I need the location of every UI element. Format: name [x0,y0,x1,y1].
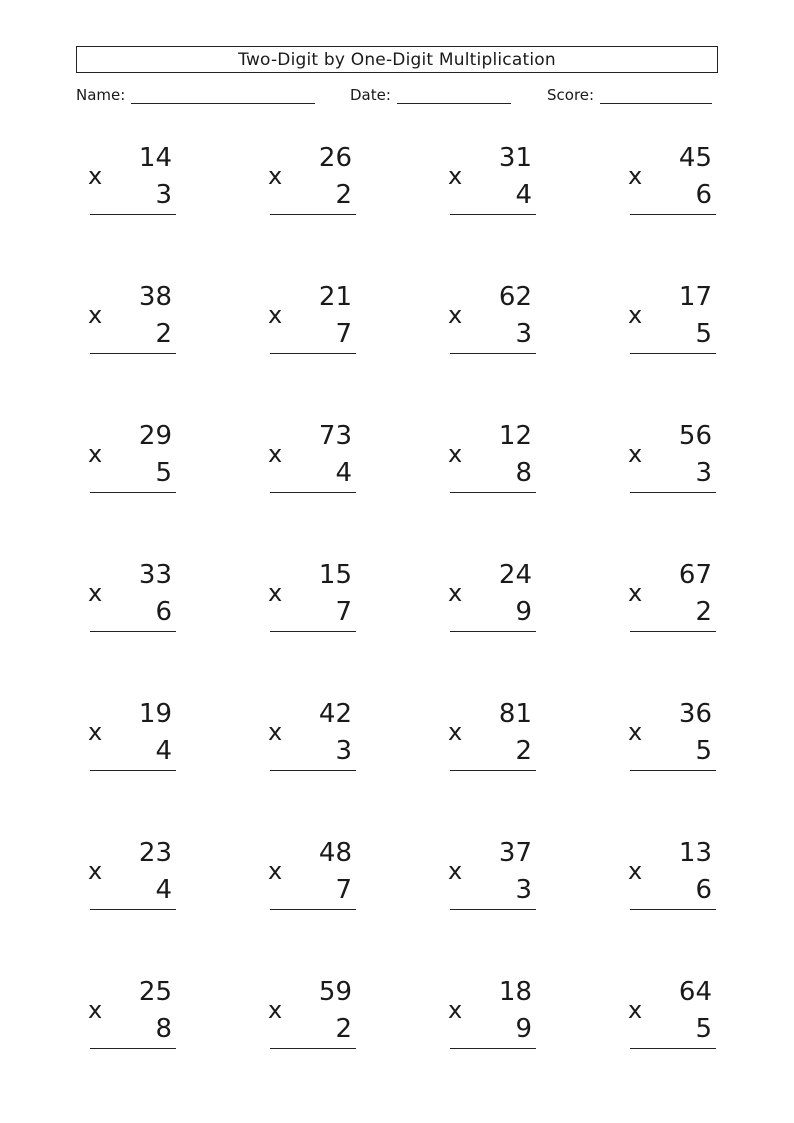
problem-21 [88,838,178,916]
multiply-sign: x [448,301,463,329]
multiplicand: 45 [678,143,712,173]
date-line[interactable] [397,87,511,104]
answer-line [630,770,716,771]
answer-line [450,1048,536,1049]
multiplier: 4 [155,875,172,905]
multiply-sign: x [628,996,643,1024]
multiplicand: 31 [498,143,532,173]
problem-10 [268,421,358,499]
answer-line [270,770,356,771]
problem-18 [268,699,358,777]
date-label: Date: [350,86,391,104]
problem-24 [628,838,718,916]
multiplicand: 67 [678,560,712,590]
multiply-sign: x [88,440,103,468]
answer-line [450,214,536,215]
name-field[interactable] [76,86,315,104]
answer-line [90,770,176,771]
multiply-sign: x [628,718,643,746]
answer-line [450,353,536,354]
student-info-row [0,86,794,108]
multiply-sign: x [268,579,283,607]
problem-3 [448,143,538,221]
answer-line [270,353,356,354]
multiply-sign: x [268,718,283,746]
multiplier: 3 [515,319,532,349]
worksheet-title: Two-Digit by One-Digit Multiplication [76,46,718,73]
answer-line [270,492,356,493]
multiplicand: 23 [138,838,172,868]
problem-20 [628,699,718,777]
multiplicand: 56 [678,421,712,451]
multiply-sign: x [88,718,103,746]
multiplicand: 37 [498,838,532,868]
multiplier: 2 [155,319,172,349]
score-field[interactable] [547,86,712,104]
multiply-sign: x [88,996,103,1024]
answer-line [450,631,536,632]
multiply-sign: x [628,579,643,607]
multiplicand: 33 [138,560,172,590]
multiplier: 2 [695,597,712,627]
multiplicand: 42 [318,699,352,729]
problem-4 [628,143,718,221]
multiplier: 6 [695,875,712,905]
multiplicand: 29 [138,421,172,451]
problem-11 [448,421,538,499]
answer-line [90,909,176,910]
name-line[interactable] [131,87,315,104]
multiplier: 2 [515,736,532,766]
problem-23 [448,838,538,916]
multiplier: 7 [335,597,352,627]
multiplicand: 14 [138,143,172,173]
problem-15 [448,560,538,638]
answer-line [450,909,536,910]
answer-line [630,214,716,215]
multiply-sign: x [448,162,463,190]
multiplicand: 13 [678,838,712,868]
multiplier: 5 [695,1014,712,1044]
multiplicand: 26 [318,143,352,173]
name-label: Name: [76,86,126,104]
multiplier: 7 [335,875,352,905]
multiply-sign: x [268,857,283,885]
multiplier: 3 [335,736,352,766]
score-label: Score: [547,86,595,104]
multiplier: 5 [695,736,712,766]
multiplier: 5 [695,319,712,349]
multiply-sign: x [628,301,643,329]
problem-9 [88,421,178,499]
answer-line [90,492,176,493]
multiply-sign: x [268,301,283,329]
multiply-sign: x [268,996,283,1024]
multiply-sign: x [448,440,463,468]
answer-line [270,909,356,910]
multiply-sign: x [448,996,463,1024]
answer-line [630,492,716,493]
problem-8 [628,282,718,360]
multiplicand: 18 [498,977,532,1007]
multiplicand: 15 [318,560,352,590]
multiplier: 7 [335,319,352,349]
problem-7 [448,282,538,360]
problem-17 [88,699,178,777]
answer-line [450,770,536,771]
problem-5 [88,282,178,360]
multiplier: 8 [155,1014,172,1044]
multiplicand: 19 [138,699,172,729]
multiplier: 4 [335,458,352,488]
multiply-sign: x [448,718,463,746]
answer-line [450,492,536,493]
multiplier: 4 [515,180,532,210]
multiply-sign: x [88,579,103,607]
multiply-sign: x [448,579,463,607]
problem-16 [628,560,718,638]
multiply-sign: x [88,162,103,190]
answer-line [270,631,356,632]
multiplicand: 81 [498,699,532,729]
problem-13 [88,560,178,638]
multiply-sign: x [268,162,283,190]
multiplier: 8 [515,458,532,488]
multiplicand: 48 [318,838,352,868]
problem-28 [628,977,718,1055]
multiplicand: 59 [318,977,352,1007]
problem-26 [268,977,358,1055]
answer-line [90,214,176,215]
answer-line [90,1048,176,1049]
multiplier: 4 [155,736,172,766]
score-line[interactable] [600,87,712,104]
answer-line [90,631,176,632]
multiplier: 5 [155,458,172,488]
multiplicand: 24 [498,560,532,590]
multiplicand: 64 [678,977,712,1007]
multiplier: 6 [695,180,712,210]
multiplicand: 73 [318,421,352,451]
multiplier: 2 [335,1014,352,1044]
multiplier: 6 [155,597,172,627]
multiplicand: 12 [498,421,532,451]
multiply-sign: x [628,440,643,468]
problem-2 [268,143,358,221]
problem-22 [268,838,358,916]
multiplicand: 36 [678,699,712,729]
multiply-sign: x [88,857,103,885]
problem-27 [448,977,538,1055]
multiplier: 9 [515,1014,532,1044]
answer-line [270,214,356,215]
answer-line [90,353,176,354]
multiplicand: 21 [318,282,352,312]
multiply-sign: x [268,440,283,468]
multiplier: 9 [515,597,532,627]
multiplier: 3 [515,875,532,905]
multiplier: 3 [155,180,172,210]
problem-25 [88,977,178,1055]
multiplicand: 62 [498,282,532,312]
multiply-sign: x [448,857,463,885]
multiplicand: 38 [138,282,172,312]
multiplicand: 17 [678,282,712,312]
problem-12 [628,421,718,499]
problem-19 [448,699,538,777]
problem-1 [88,143,178,221]
problem-6 [268,282,358,360]
answer-line [630,631,716,632]
date-field[interactable] [350,86,511,104]
answer-line [630,1048,716,1049]
problem-14 [268,560,358,638]
answer-line [630,909,716,910]
multiply-sign: x [628,857,643,885]
multiplier: 3 [695,458,712,488]
multiply-sign: x [628,162,643,190]
multiply-sign: x [88,301,103,329]
multiplicand: 25 [138,977,172,1007]
answer-line [630,353,716,354]
answer-line [270,1048,356,1049]
multiplier: 2 [335,180,352,210]
